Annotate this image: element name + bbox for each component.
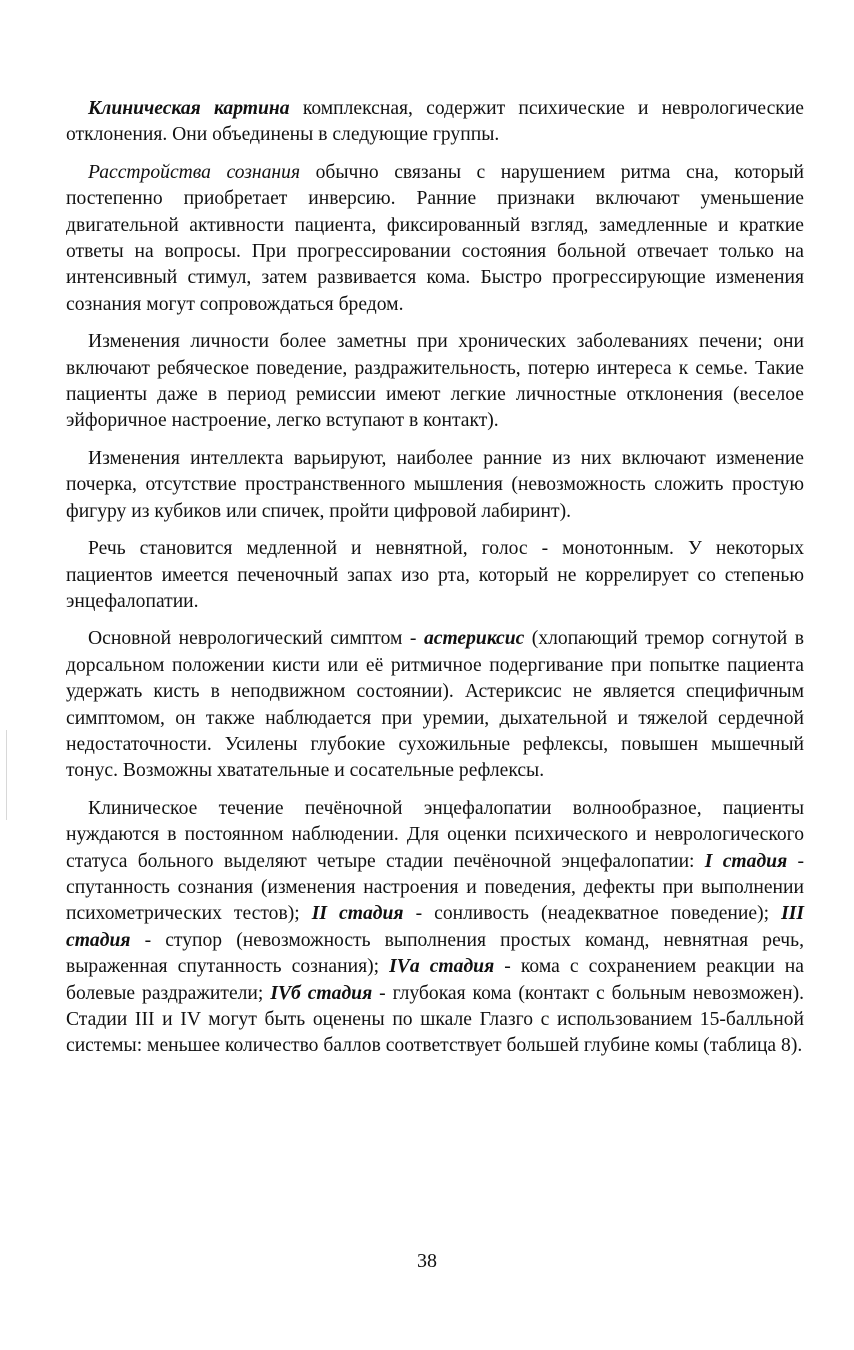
paragraph-text: - ступор (невозможность выполнения простых команд, невнятная речь, выраженная спутанность сознания); xyxy=(66,929,804,978)
page-number: 38 xyxy=(417,1250,437,1272)
paragraph-text: - глубокая кома (контакт с больным невозможен). Стадии III и IV могут быть оценены по шкале Глазго с использованием 15-балльной системы: меньшее количество баллов соответствует большей глубине комы (таблица 8). xyxy=(66,982,804,1057)
paragraph-text: Клиническое течение печёночной энцефалопатии волнообразное, пациенты нуждаются в постоянном наблюдении. Для оценки психического и неврологического статуса больного выделяют четыре стадии печёночной энцефалопатии: xyxy=(66,797,804,872)
paragraph-asterixis xyxy=(66,626,804,784)
term-stage-2: II стадия xyxy=(311,903,404,925)
paragraph-text: (хлопающий тремор согнутой в дорсальном положении кисти или её ритмичное подергивание при попытке пациента удержать кисть в неподвижном состоянии). Астериксис не является специфичным симптомом, он также наблюдается при уремии, дыхательной и тяжелой сердечной недостаточности. Усилены глубокие сухожильные рефлексы, повышен мышечный тонус. Возможны хватательные и сосательные рефлексы. xyxy=(66,628,804,782)
paragraph-personality xyxy=(66,329,804,435)
paragraph-text: обычно связаны с нарушением ритма сна, который постепенно приобретает инверсию. Ранние признаки включают уменьшение двигательной активности пациента, фиксированный взгляд, замедленные и краткие ответы на вопросы. При прогрессировании состояния больной отвечает только на интенсивный стимул, затем развивается кома. Быстро прогрессирующие изменения сознания могут сопровождаться бредом. xyxy=(66,161,804,315)
body-text xyxy=(66,96,804,1071)
paragraph-text: - спутанность сознания (изменения настроения и поведения, дефекты при выполнении психометрических тестов); xyxy=(66,850,804,925)
term-asterixis: астериксис xyxy=(423,628,525,650)
paragraph-text: - сонливость (неадекватное поведение); xyxy=(403,903,782,925)
paragraph-clinical-picture xyxy=(66,96,804,149)
paragraph-stages xyxy=(66,796,804,1060)
term-stage-1: I стадия xyxy=(704,850,788,872)
paragraph-speech xyxy=(66,536,804,615)
paragraph-text: Речь становится медленной и невнятной, голос - монотонным. У некоторых пациентов имеется печеночный запах изо рта, который не коррелирует со степенью энцефалопатии. xyxy=(66,538,804,612)
term-consciousness-disorders: Расстройства сознания xyxy=(88,161,301,183)
term-stage-3: III стадия xyxy=(66,903,805,951)
paragraph-text: Изменения личности более заметны при хронических заболеваниях печени; они включают ребяческое поведение, раздражительность, потерю интереса к семье. Такие пациенты даже в период ремиссии имеют легкие личностные отклонения (веселое эйфоричное настроение, легко вступают в контакт). xyxy=(66,331,804,432)
term-stage-4b: IVб стадия xyxy=(270,982,373,1004)
scan-margin-line xyxy=(6,730,7,820)
term-stage-4a: IVа стадия xyxy=(389,956,495,978)
term-clinical-picture: Клиническая картина xyxy=(88,98,290,119)
paragraph-text: - кома с сохранением реакции на болевые раздражители; xyxy=(66,956,804,1004)
paragraph-text: Основной неврологический симптом - xyxy=(88,628,424,650)
paragraph-intellect xyxy=(66,446,804,525)
paragraph-text: Изменения интеллекта варьируют, наиболее ранние из них включают изменение почерка, отсутствие пространственного мышления (невозможность сложить простую фигуру из кубиков или спичек, пройти цифровой лабиринт). xyxy=(66,447,804,522)
paragraph-consciousness xyxy=(66,160,804,318)
paragraph-text: комплексная, содержит психические и неврологические отклонения. Они объединены в следующие группы. xyxy=(66,98,804,146)
